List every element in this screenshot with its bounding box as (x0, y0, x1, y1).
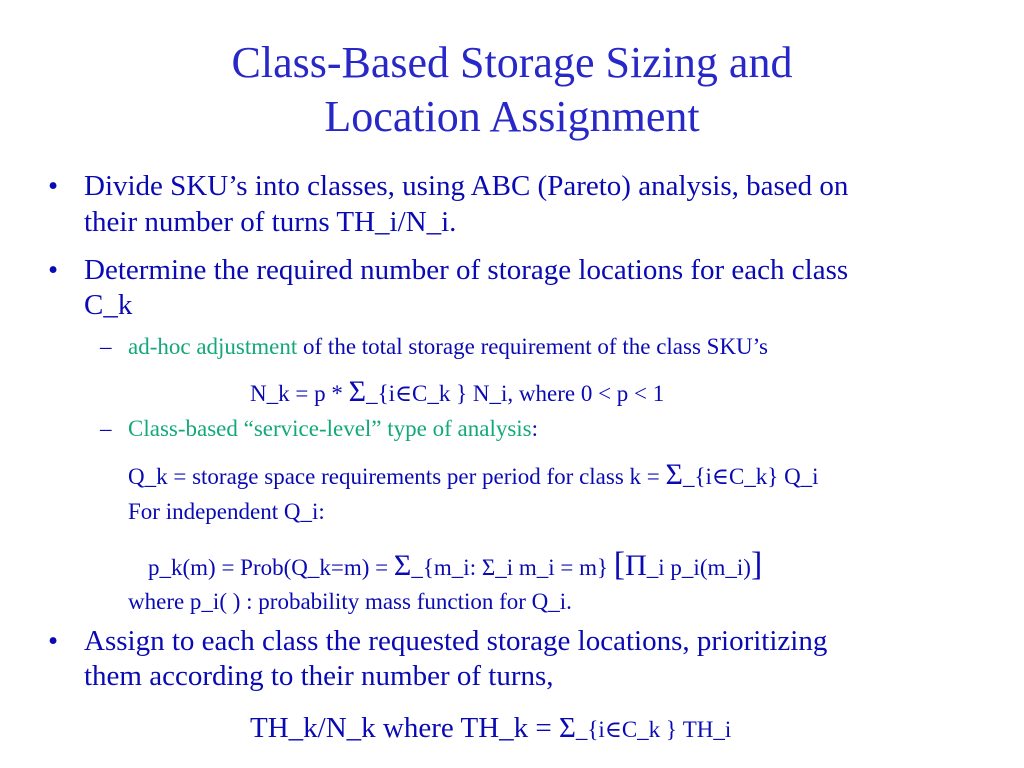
sub-bullet-marker-2: – (100, 416, 112, 441)
bullet-3-line-2: them according to their number of turns, (84, 660, 554, 692)
bullet-2-line-2: C_k (84, 289, 133, 321)
sub-bullet-marker-1: – (100, 334, 112, 359)
sub-bullet-1-highlight: ad-hoc adjustment (128, 334, 298, 359)
open-bracket: [ (613, 546, 626, 583)
bullet-marker-2: • (48, 254, 59, 286)
formula-pk-mid: _{m_i: Σ_i m_i = m} (411, 555, 614, 580)
formula-thk-pre: TH_k/N_k where TH_k = (250, 712, 559, 744)
where-pi-text: where p_i( ) : probability mass function for Q_i. (128, 589, 572, 614)
formula-pk-inner: _i p_i(m_i) (646, 555, 751, 580)
sub-bullet-1-text (128, 335, 768, 358)
sigma-symbol: Σ (393, 549, 412, 582)
formula-nk-post: _{i∈C_k } N_i, where 0 < p < 1 (366, 381, 665, 406)
formula-pk-pre: p_k(m) = Prob(Q_k=m) = (148, 555, 394, 580)
sigma-symbol: Σ (665, 458, 683, 491)
sigma-symbol: Σ (559, 712, 576, 744)
formula-thk (250, 714, 731, 743)
close-bracket: ] (750, 546, 763, 583)
sub-bullet-2-text (128, 417, 538, 440)
bullet-1-line-1: Divide SKU’s into classes, using ABC (Pareto) analysis, based on (84, 170, 849, 202)
bullet-marker-1: • (48, 170, 59, 202)
formula-qk (128, 460, 819, 490)
bullet-1-line-2: their number of turns TH_i/N_i. (84, 206, 457, 238)
bullet-2-line-1: Determine the required number of storage locations for each class (84, 254, 849, 286)
bullet-3-line-1: Assign to each class the requested storage locations, prioritizing (84, 625, 828, 657)
slide-title-line-1: Class-Based Storage Sizing and (231, 38, 793, 87)
pi-symbol: Π (625, 549, 647, 582)
formula-nk (250, 377, 664, 407)
formula-qk-post: _{i∈C_k} Q_i (682, 464, 819, 489)
sub-bullet-2-rest: : (531, 416, 539, 441)
independent-qi-text: For independent Q_i: (128, 499, 325, 524)
sigma-symbol: Σ (348, 375, 367, 408)
bullet-marker-3: • (48, 625, 59, 657)
formula-thk-post: _{i∈C_k } TH_i (575, 717, 732, 742)
formula-qk-pre: Q_k = storage space requirements per period for class k = (128, 464, 666, 489)
sub-bullet-2-highlight: Class-based “service-level” type of analysis (128, 416, 532, 441)
sub-bullet-1-rest: of the total storage requirement of the class SKU’s (297, 334, 769, 359)
formula-nk-pre: N_k = p * (250, 381, 349, 406)
formula-pk (148, 548, 762, 582)
slide-title-line-2: Location Assignment (324, 92, 700, 141)
